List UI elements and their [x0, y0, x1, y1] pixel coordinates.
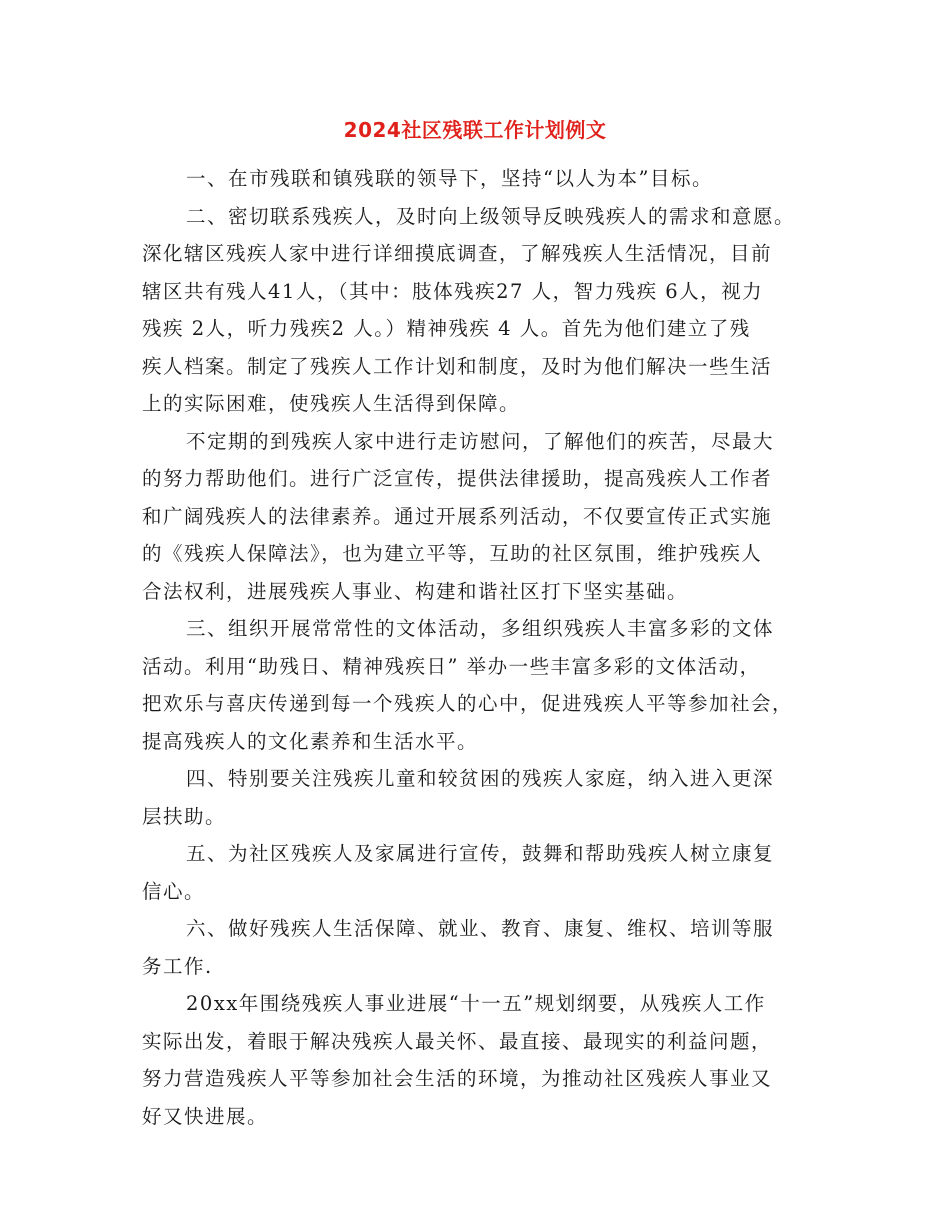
text-line: 20xx年围绕残疾人事业进展“十一五”规划纲要，从残疾人工作 [186, 992, 766, 1015]
text-line: 四、特别要关注残疾儿童和较贫困的残疾人家庭，纳入进入更深 [186, 767, 775, 790]
text-line: 辖区共有残人41人，（其中：肢体残疾27 人，智力残疾 6人，视力 [142, 279, 764, 303]
paragraph-1 [142, 160, 812, 198]
text-line: 活动。利用“助残日、精神残疾日” 举办一些丰富多彩的文体活动， [142, 654, 761, 678]
text-line: 的努力帮助他们。进行广泛宣传，提供法律援助，提高残疾人工作者 [142, 467, 773, 490]
text-line: 不定期的到残疾人家中进行走访慰问，了解他们的疾苦，尽最大 [186, 429, 775, 453]
paragraph-6 [142, 835, 812, 910]
paragraph-8 [142, 985, 812, 1135]
text-line: 的《残疾人保障法》，也为建立平等，互助的社区氛围，维护残疾人 [142, 542, 763, 565]
document-body [142, 160, 812, 1135]
text-line: 务工作. [142, 954, 213, 978]
text-line: 六、做好残疾人生活保障、就业、教育、康复、维权、培训等服 [186, 917, 775, 940]
paragraph-3 [142, 423, 812, 611]
text-line: 把欢乐与喜庆传递到每一个残疾人的心中，促进残疾人平等参加社会， [142, 692, 794, 715]
text-line: 一、在市残联和镇残联的领导下，坚持“以人为本”目标。 [186, 167, 713, 190]
text-line: 残疾 2人，听力残疾2 人。）精神残疾 4 人。首先为他们建立了残 [142, 317, 751, 340]
text-line: 好又快进展。 [142, 1104, 269, 1128]
text-line: 深化辖区残疾人家中进行详细摸底调查，了解残疾人生活情况，目前 [142, 242, 773, 265]
paragraph-5 [142, 760, 812, 835]
text-line: 上的实际困难，使残疾人生活得到保障。 [142, 392, 521, 415]
text-line: 疾人档案。制定了残疾人工作计划和制度，及时为他们解决一些生活 [142, 354, 773, 378]
paragraph-2 [142, 198, 812, 423]
text-line: 提高残疾人的文化素养和生活水平。 [142, 729, 479, 753]
text-line: 三、组织开展常常性的文体活动，多组织残疾人丰富多彩的文体 [186, 617, 775, 640]
text-line: 实际出发，着眼于解决残疾人最关怀、最直接、最现实的利益问题， [142, 1029, 773, 1053]
text-line: 努力营造残疾人平等参加社会生活的环境，为推动社区残疾人事业又 [142, 1067, 773, 1090]
document-title: 2024社区残联工作计划例文 [343, 118, 607, 142]
text-line: 二、密切联系残疾人，及时向上级领导反映残疾人的需求和意愿。 [186, 204, 796, 228]
text-line: 合法权利，进展残疾人事业、构建和谐社区打下坚实基础。 [142, 579, 689, 603]
text-line: 五、为社区残疾人及家属进行宣传，鼓舞和帮助残疾人树立康复 [186, 842, 775, 865]
paragraph-4 [142, 610, 812, 760]
paragraph-7 [142, 910, 812, 985]
text-line: 信心。 [142, 879, 206, 903]
text-line: 和广阔残疾人的法律素养。通过开展系列活动，不仅要宣传正式实施 [142, 504, 773, 528]
text-line: 层扶助。 [142, 804, 227, 828]
